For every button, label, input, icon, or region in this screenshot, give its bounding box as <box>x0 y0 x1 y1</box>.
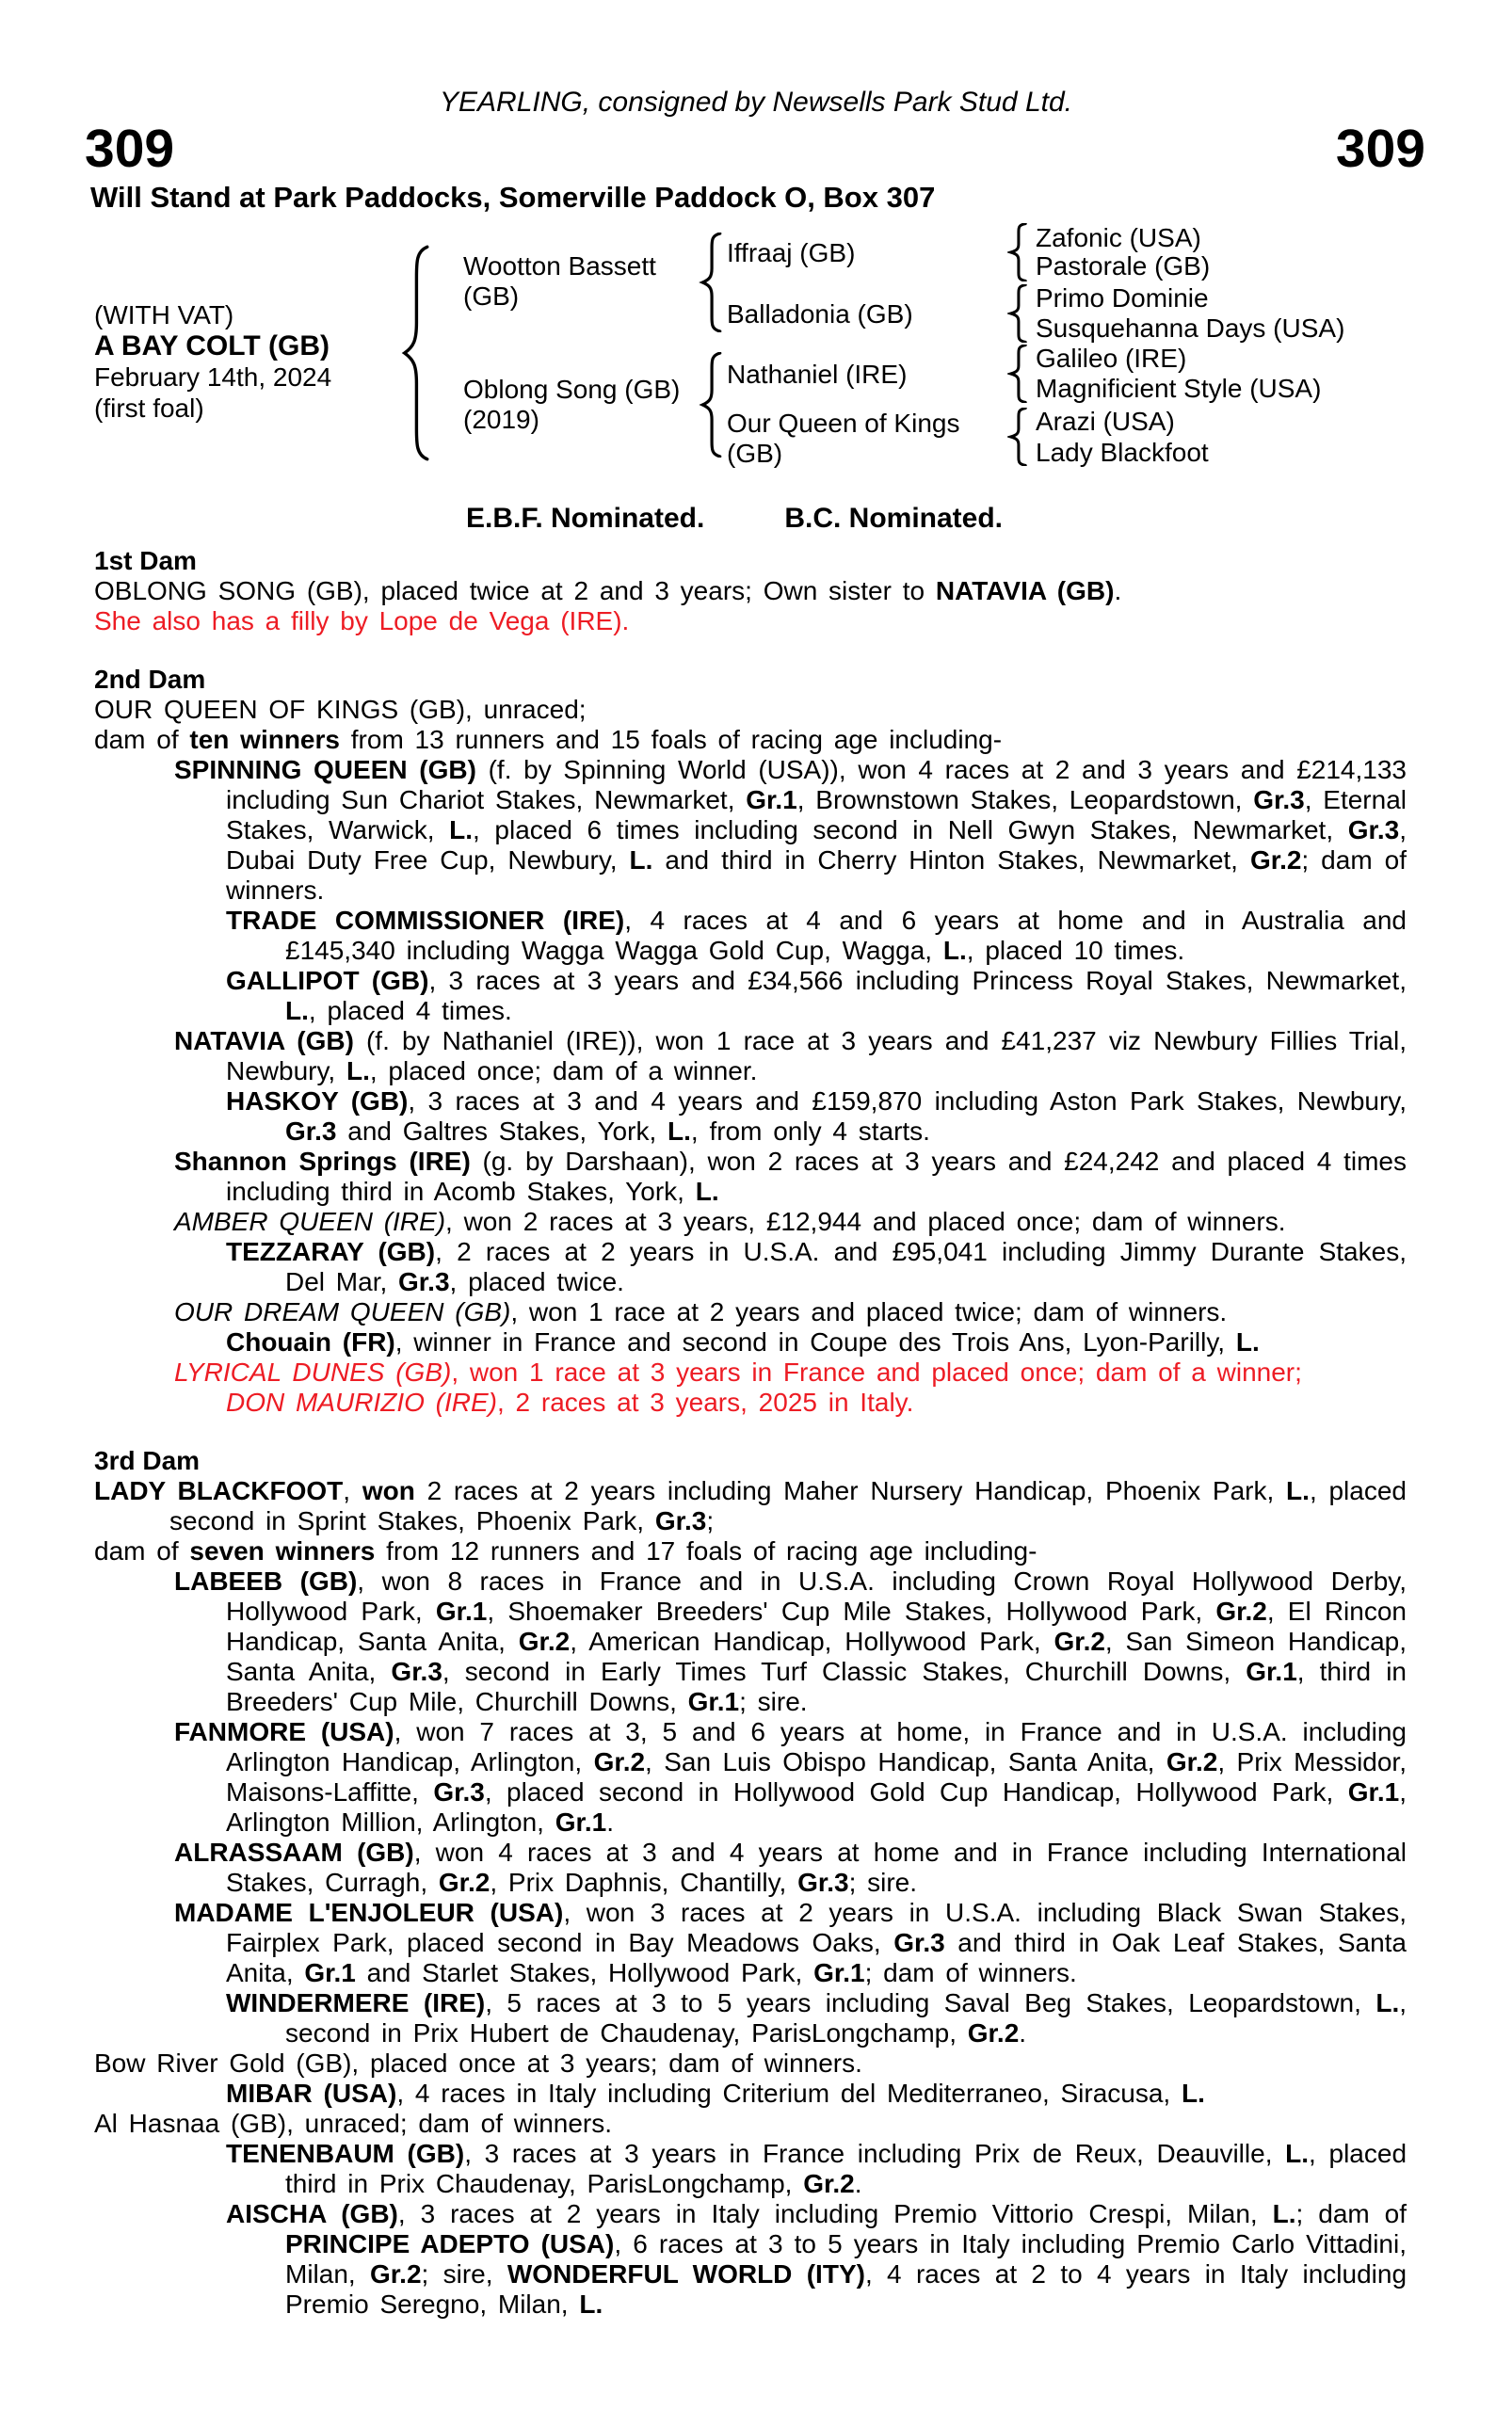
text-run: L. <box>1272 2199 1296 2228</box>
text-run: ten winners <box>189 725 340 754</box>
text-run: MIBAR (USA) <box>226 2079 397 2108</box>
text-run: , placed third in Prix Chaudenay, ParisLongchamp, <box>285 2139 1407 2198</box>
pedigree-brace-gg2 <box>1007 284 1028 343</box>
text-run: NATAVIA (GB) <box>935 576 1115 605</box>
text-run: Gr.2 <box>438 1868 491 1897</box>
text-run: L. <box>1182 2079 1205 2108</box>
text-run: L. <box>1375 1988 1400 2017</box>
text-run: , 4 races at 2 to 4 years in Italy including Premio Seregno, Milan, <box>285 2259 1407 2319</box>
text-run: , Prix Daphnis, Chantilly, <box>490 1868 798 1897</box>
text-run: , 2 races at 3 years, 2025 in Italy. <box>497 1388 914 1417</box>
text-run: L. <box>942 936 967 965</box>
catalogue-paragraph <box>94 1327 1407 1358</box>
text-run: , placed second in Hollywood Gold Cup Handicap, Hollywood Park, <box>484 1777 1348 1807</box>
dam-name-line1: Oblong Song (GB) <box>463 375 681 404</box>
text-run: ; dam of <box>1295 2199 1407 2228</box>
section-heading: 1st Dam <box>94 546 197 575</box>
pedigree-brace-main <box>399 245 431 461</box>
pedigree-brace-gg3 <box>1007 345 1028 403</box>
catalogue-paragraph <box>94 2139 1407 2199</box>
text-run: TRADE COMMISSIONER (IRE) <box>226 906 625 935</box>
catalogue-paragraph <box>94 576 1407 606</box>
consignment-title: YEARLING, consigned by Newsells Park Stud Ltd. <box>440 87 1072 118</box>
text-run: and Starlet Stakes, Hollywood Park, <box>355 1958 814 1987</box>
text-run: , 6 races at 3 to 5 years in Italy including Premio Carlo Vittadini, Milan, <box>285 2229 1407 2289</box>
text-run: Gr.1 <box>304 1958 356 1987</box>
text-run: Gr.2 <box>967 2018 1020 2048</box>
text-run: , San Simeon Handicap, Santa Anita, <box>226 1627 1407 1686</box>
text-run: and third in Oak Leaf Stakes, Santa Anita, <box>226 1928 1407 1987</box>
text-run: , placed twice. <box>449 1267 624 1296</box>
text-run: , <box>343 1476 362 1505</box>
text-run: L. <box>629 845 653 875</box>
text-run: Gr.1 <box>813 1958 865 1987</box>
text-run: , 3 races at 2 years in Italy including Premio Vittorio Crespi, Milan, <box>397 2199 1273 2228</box>
subject-horse-name: A BAY COLT (GB) <box>94 330 330 362</box>
text-run: , won 7 races at 3, 5 and 6 years at home, in France and in U.S.A. including Arlington Handicap, Arlington, <box>226 1717 1407 1776</box>
text-run: WONDERFUL WORLD (ITY) <box>507 2259 865 2289</box>
text-run: HASKOY (GB) <box>226 1086 409 1116</box>
text-run: , El Rincon Handicap, Santa Anita, <box>226 1597 1407 1656</box>
text-run: . <box>1114 576 1122 605</box>
pedigree-brace-sire <box>699 233 723 332</box>
catalogue-paragraph <box>94 755 1407 906</box>
text-run: ; sire, <box>421 2259 507 2289</box>
text-run: , Prix Messidor, Maisons-Laffitte, <box>226 1747 1407 1807</box>
text-run: dam of <box>94 725 190 754</box>
text-run: Gr.1 <box>746 785 797 814</box>
stand-note: Will Stand at Park Paddocks, Somerville Paddock O, Box 307 <box>90 181 936 214</box>
text-run: , Brownstown Stakes, Leopardstown, <box>796 785 1254 814</box>
text-run: Gr.2 <box>1215 1597 1267 1626</box>
pedigree-table <box>0 223 1512 476</box>
catalogue-paragraph <box>94 2199 1407 2320</box>
text-run: dam of <box>94 1536 190 1566</box>
text-run: . <box>606 1808 614 1837</box>
great-grandparent: Susquehanna Days (USA) <box>1036 313 1345 343</box>
text-run: from 13 runners and 15 foals of racing age including- <box>339 725 1003 754</box>
catalogue-paragraph <box>94 1147 1407 1207</box>
lot-number-row <box>0 120 1512 177</box>
text-run: OUR QUEEN OF KINGS (GB), unraced; <box>94 695 587 724</box>
text-run: L. <box>695 1177 719 1206</box>
ebf-nomination: E.B.F. Nominated. <box>465 503 705 534</box>
sire-name <box>463 251 656 312</box>
nominations-row <box>0 503 1490 535</box>
section-heading: 3rd Dam <box>94 1446 201 1475</box>
subject-horse-block <box>94 299 331 424</box>
text-run: , Arlington Million, Arlington, <box>226 1777 1407 1837</box>
text-run: LABEEB (GB) <box>174 1566 358 1596</box>
catalogue-paragraph <box>94 1476 1407 1536</box>
catalogue-paragraph <box>94 1026 1407 1086</box>
text-run: (f. by Nathaniel (IRE)), won 1 race at 3 years and £41,237 viz Newbury Fillies Trial, Newbury, <box>226 1026 1407 1085</box>
catalogue-paragraph <box>94 1717 1407 1838</box>
text-run: , 5 races at 3 to 5 years including Saval Beg Stakes, Leopardstown, <box>485 1988 1376 2017</box>
text-run: , 4 races in Italy including Criterium del Mediterraneo, Siracusa, <box>396 2079 1182 2108</box>
text-run: Bow River Gold (GB), placed once at 3 years; dam of winners. <box>94 2048 862 2078</box>
great-grandparent: Primo Dominie <box>1036 283 1209 313</box>
text-run: Chouain (FR) <box>226 1327 395 1357</box>
text-run: , placed second in Sprint Stakes, Phoenix Park, <box>169 1476 1407 1535</box>
text-run: , Shoemaker Breeders' Cup Mile Stakes, Hollywood Park, <box>487 1597 1216 1626</box>
text-run: Gr.3 <box>893 1928 945 1957</box>
text-run: Gr.3 <box>391 1657 442 1686</box>
bc-nomination: B.C. Nominated. <box>784 503 1004 534</box>
dam-sections <box>0 546 1512 2320</box>
text-run: ; <box>706 1506 715 1535</box>
text-run: OBLONG SONG (GB), placed twice at 2 and 3 years; Own sister to <box>94 576 936 605</box>
catalogue-paragraph <box>94 1838 1407 1898</box>
great-grandparent: Arazi (USA) <box>1036 407 1175 436</box>
sire-name-line1: Wootton Bassett <box>463 251 656 281</box>
text-run: Al Hasnaa (GB), unraced; dam of winners. <box>94 2109 613 2138</box>
paternal-grandsire: Iffraaj (GB) <box>727 238 856 267</box>
text-run: L. <box>346 1056 370 1085</box>
text-run: NATAVIA (GB) <box>174 1026 354 1055</box>
text-run: , 2 races at 2 years in U.S.A. and £95,041 including Jimmy Durante Stakes, Del Mar, <box>285 1237 1407 1296</box>
text-run: Gr.3 <box>285 1117 337 1146</box>
text-run: , placed 6 times including second in Nell Gwyn Stakes, Newmarket, <box>473 815 1348 844</box>
catalogue-paragraph <box>94 1297 1407 1327</box>
text-run: TENENBAUM (GB) <box>226 2139 465 2168</box>
text-run: Gr.3 <box>654 1506 707 1535</box>
text-run: , third in Breeders' Cup Mile, Churchill Downs, <box>226 1657 1407 1716</box>
lot-number-right: 309 <box>1335 119 1425 179</box>
text-run: Shannon Springs (IRE) <box>174 1147 471 1176</box>
catalogue-paragraph <box>94 1207 1407 1237</box>
great-grandparent: Zafonic (USA) <box>1036 223 1201 252</box>
text-run: LADY BLACKFOOT <box>94 1476 344 1505</box>
text-run: , won 4 races at 3 and 4 years at home and in France including International Stakes, Curragh, <box>226 1838 1407 1897</box>
text-run: Gr.1 <box>1246 1657 1297 1686</box>
text-run: , 3 races at 3 years and £34,566 including Princess Royal Stakes, Newmarket, <box>428 966 1407 995</box>
text-run: L. <box>1286 1476 1310 1505</box>
text-run: , from only 4 starts. <box>690 1117 930 1146</box>
text-run: , San Luis Obispo Handicap, Santa Anita, <box>645 1747 1166 1776</box>
text-run: GALLIPOT (GB) <box>226 966 429 995</box>
catalogue-paragraph <box>94 906 1407 966</box>
great-grandparent: Magnificient Style (USA) <box>1036 374 1322 403</box>
text-run: , American Handicap, Hollywood Park, <box>570 1627 1054 1656</box>
text-run: and Galtres Stakes, York, <box>336 1117 668 1146</box>
catalogue-paragraph <box>94 1898 1407 1988</box>
text-run: ALRASSAAM (GB) <box>174 1838 414 1867</box>
dam-name <box>463 375 680 435</box>
text-run: Gr.2 <box>370 2259 422 2289</box>
text-run: , won 8 races in France and in U.S.A. including Crown Royal Hollywood Derby, Hollywood Park, <box>226 1566 1407 1626</box>
text-run: , Dubai Duty Free Cup, Newbury, <box>226 815 1407 875</box>
text-run: OUR DREAM QUEEN (GB) <box>174 1297 511 1326</box>
paternal-granddam: Balladonia (GB) <box>727 299 913 329</box>
catalogue-paragraph <box>94 2109 1407 2139</box>
text-run: FANMORE (USA) <box>174 1717 394 1746</box>
text-run: She also has a filly by Lope de Vega (IRE). <box>94 606 630 635</box>
section-heading: 2nd Dam <box>94 665 206 694</box>
text-run: . <box>1019 2018 1027 2048</box>
text-run: L. <box>1235 1327 1260 1357</box>
catalogue-paragraph <box>94 1566 1407 1717</box>
text-run: , second in Prix Hubert de Chaudenay, ParisLongchamp, <box>285 1988 1407 2048</box>
text-run: Gr.1 <box>555 1808 607 1837</box>
text-run: 2 races at 2 years including Maher Nursery Handicap, Phoenix Park, <box>414 1476 1287 1505</box>
text-run: ; dam of winners. <box>864 1958 1077 1987</box>
catalogue-paragraph <box>94 1086 1407 1147</box>
catalogue-paragraph <box>94 725 1407 755</box>
text-run: Gr.1 <box>1347 1777 1400 1807</box>
text-run: L. <box>579 2290 603 2319</box>
text-run: L. <box>285 996 309 1025</box>
text-run: AMBER QUEEN (IRE) <box>174 1207 446 1236</box>
great-grandparent: Pastorale (GB) <box>1036 251 1211 281</box>
text-run: Gr.1 <box>435 1597 488 1626</box>
text-run: , won 3 races at 2 years in U.S.A. including Black Swan Stakes, Fairplex Park, placed second in Bay Meadows Oaks, <box>226 1898 1407 1957</box>
text-run: , second in Early Times Turf Classic Stakes, Churchill Downs, <box>442 1657 1247 1686</box>
text-run: Gr.3 <box>398 1267 450 1296</box>
text-run: Gr.3 <box>797 1868 849 1897</box>
text-run: from 12 runners and 17 foals of racing age including- <box>375 1536 1037 1566</box>
text-run: seven winners <box>189 1536 376 1566</box>
text-run: , 3 races at 3 years in France including Prix de Reux, Deauville, <box>464 2139 1286 2168</box>
text-run: MADAME L'ENJOLEUR (USA) <box>174 1898 564 1927</box>
great-grandparent: Lady Blackfoot <box>1036 438 1209 467</box>
catalogue-paragraph <box>94 1358 1407 1388</box>
text-run: L. <box>449 815 474 844</box>
lot-number-left: 309 <box>85 119 175 179</box>
text-run: AISCHA (GB) <box>226 2199 398 2228</box>
foal-date: February 14th, 2024 <box>94 362 332 392</box>
pedigree-brace-gg4 <box>1007 408 1028 466</box>
text-run: L. <box>1285 2139 1310 2168</box>
text-run: , 3 races at 3 and 4 years and £159,870 including Aston Park Stakes, Newbury, <box>408 1086 1407 1116</box>
catalogue-paragraph <box>94 606 1407 636</box>
text-run: ; sire. <box>739 1687 808 1716</box>
text-run: and third in Cherry Hinton Stakes, Newmarket, <box>652 845 1250 875</box>
text-run: won <box>362 1476 415 1505</box>
sire-name-line2: (GB) <box>463 281 520 311</box>
text-run: PRINCIPE ADEPTO (USA) <box>285 2229 615 2258</box>
catalogue-paragraph <box>94 966 1407 1026</box>
catalogue-paragraph <box>94 2079 1407 2109</box>
text-run: , 4 races at 4 and 6 years at home and in Australia and £145,340 including Wagga Wagga Gold Cup, Wagga, <box>285 906 1407 965</box>
great-grandparent: Galileo (IRE) <box>1036 344 1187 373</box>
text-run: , Eternal Stakes, Warwick, <box>226 785 1407 844</box>
text-run: Gr.3 <box>433 1777 485 1807</box>
catalogue-paragraph <box>94 1237 1407 1297</box>
text-run: Gr.3 <box>1253 785 1305 814</box>
text-run: Gr.2 <box>518 1627 571 1656</box>
text-run: DON MAURIZIO (IRE) <box>226 1388 497 1417</box>
pedigree-brace-gg1 <box>1007 223 1028 281</box>
catalogue-paragraph <box>94 695 1407 725</box>
catalogue-paragraph <box>94 1388 1407 1418</box>
text-run: , winner in France and second in Coupe des Trois Ans, Lyon-Parilly, <box>394 1327 1236 1357</box>
catalogue-paragraph <box>94 2048 1407 2079</box>
text-run: , won 2 races at 3 years, £12,944 and placed once; dam of winners. <box>445 1207 1286 1236</box>
maternal-grandsire: Nathaniel (IRE) <box>727 360 908 389</box>
catalogue-paragraph <box>94 1536 1407 1566</box>
text-run: (g. by Darshaan), won 2 races at 3 years and £24,242 and placed 4 times including third in Acomb Stakes, York, <box>226 1147 1407 1206</box>
text-run: ; sire. <box>848 1868 918 1897</box>
text-run: , placed once; dam of a winner. <box>369 1056 758 1085</box>
maternal-granddam-line2: (GB) <box>727 439 783 468</box>
text-run: WINDERMERE (IRE) <box>226 1988 486 2017</box>
text-run: ; dam of winners. <box>226 845 1407 905</box>
text-run: Gr.2 <box>593 1747 646 1776</box>
pedigree-brace-dam <box>699 352 723 458</box>
maternal-granddam-line1: Our Queen of Kings <box>727 409 960 438</box>
dam-name-line2: (2019) <box>463 405 539 434</box>
catalogue-paragraph <box>94 1988 1407 2048</box>
foal-note: (first foal) <box>94 394 204 423</box>
text-run: SPINNING QUEEN (GB) <box>174 755 476 784</box>
vat-note: (WITH VAT) <box>94 300 234 329</box>
maternal-granddam <box>727 409 959 469</box>
text-run: Gr.2 <box>1166 1747 1218 1776</box>
text-run: Gr.2 <box>1249 845 1302 875</box>
text-run: L. <box>668 1117 691 1146</box>
text-run: , won 1 race at 2 years and placed twice; dam of winners. <box>510 1297 1228 1326</box>
text-run: , won 1 race at 3 years in France and placed once; dam of a winner; <box>451 1358 1302 1387</box>
text-run: Gr.3 <box>1347 815 1400 844</box>
text-run: Gr.2 <box>803 2169 855 2198</box>
text-run: Gr.1 <box>687 1687 740 1716</box>
text-run: LYRICAL DUNES (GB) <box>174 1358 452 1387</box>
text-run: TEZZARAY (GB) <box>226 1237 436 1266</box>
text-run: Gr.2 <box>1054 1627 1105 1656</box>
text-run: (f. by Spinning World (USA)), won 4 races at 2 and 3 years and £214,133 including Sun Chariot Stakes, Newmarket, <box>226 755 1407 814</box>
text-run: , placed 4 times. <box>308 996 512 1025</box>
text-run: . <box>854 2169 862 2198</box>
text-run: , placed 10 times. <box>966 936 1185 965</box>
